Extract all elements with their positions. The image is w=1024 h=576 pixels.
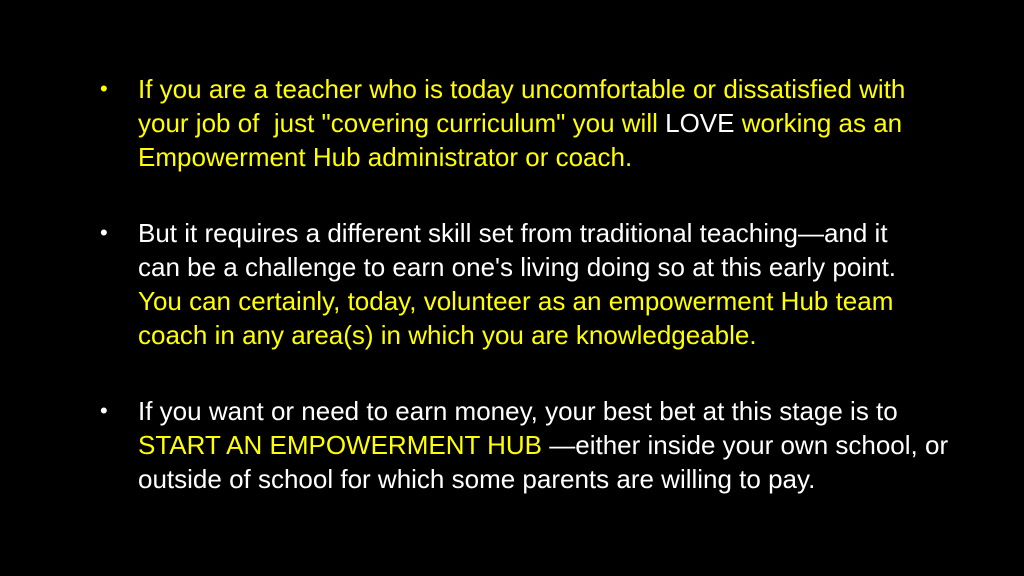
bullet-line bbox=[138, 106, 1024, 140]
bullet-text bbox=[138, 216, 1024, 352]
bullet-line bbox=[138, 140, 1024, 174]
bullet-item bbox=[96, 394, 1024, 496]
bullet-list bbox=[96, 72, 1024, 496]
bullet-line bbox=[138, 394, 1024, 428]
bullet-item bbox=[96, 216, 1024, 352]
text-segment: If you want or need to earn money, your best bet at this stage is to bbox=[138, 396, 898, 426]
text-segment: outside of school for which some parents are willing to pay. bbox=[138, 464, 816, 494]
bullet-line bbox=[138, 72, 1024, 106]
text-segment: If you are a teacher who is today uncomfortable or dissatisfied with bbox=[138, 74, 906, 104]
bullet-line bbox=[138, 216, 1024, 250]
bullet-line bbox=[138, 318, 1024, 352]
text-segment: LOVE bbox=[665, 108, 735, 138]
text-segment: Empowerment Hub administrator or coach. bbox=[138, 142, 633, 172]
bullet-line bbox=[138, 284, 1024, 318]
text-segment: START AN EMPOWERMENT HUB bbox=[138, 430, 550, 460]
text-segment: —either inside your own school, or bbox=[549, 430, 949, 460]
text-segment: But it requires a different skill set from traditional teaching—and it bbox=[138, 218, 888, 248]
bullet-text bbox=[138, 394, 1024, 496]
bullet-line bbox=[138, 428, 1024, 462]
text-segment: can be a challenge to earn one's living doing so at this early point. bbox=[138, 252, 897, 282]
bullet-line bbox=[138, 250, 1024, 284]
text-segment: coach in any area(s) in which you are knowledgeable. bbox=[138, 320, 757, 350]
bullet-line bbox=[138, 462, 1024, 496]
bullet-marker: • bbox=[100, 76, 108, 101]
bullet-marker: • bbox=[100, 398, 108, 423]
bullet-text bbox=[138, 72, 1024, 174]
bullet-marker: • bbox=[100, 220, 108, 245]
text-segment: your job of just "covering curriculum" you will bbox=[138, 108, 666, 138]
bullet-item bbox=[96, 72, 1024, 174]
text-segment: working as an bbox=[734, 108, 903, 138]
text-segment: You can certainly, today, volunteer as an empowerment Hub team bbox=[138, 286, 894, 316]
